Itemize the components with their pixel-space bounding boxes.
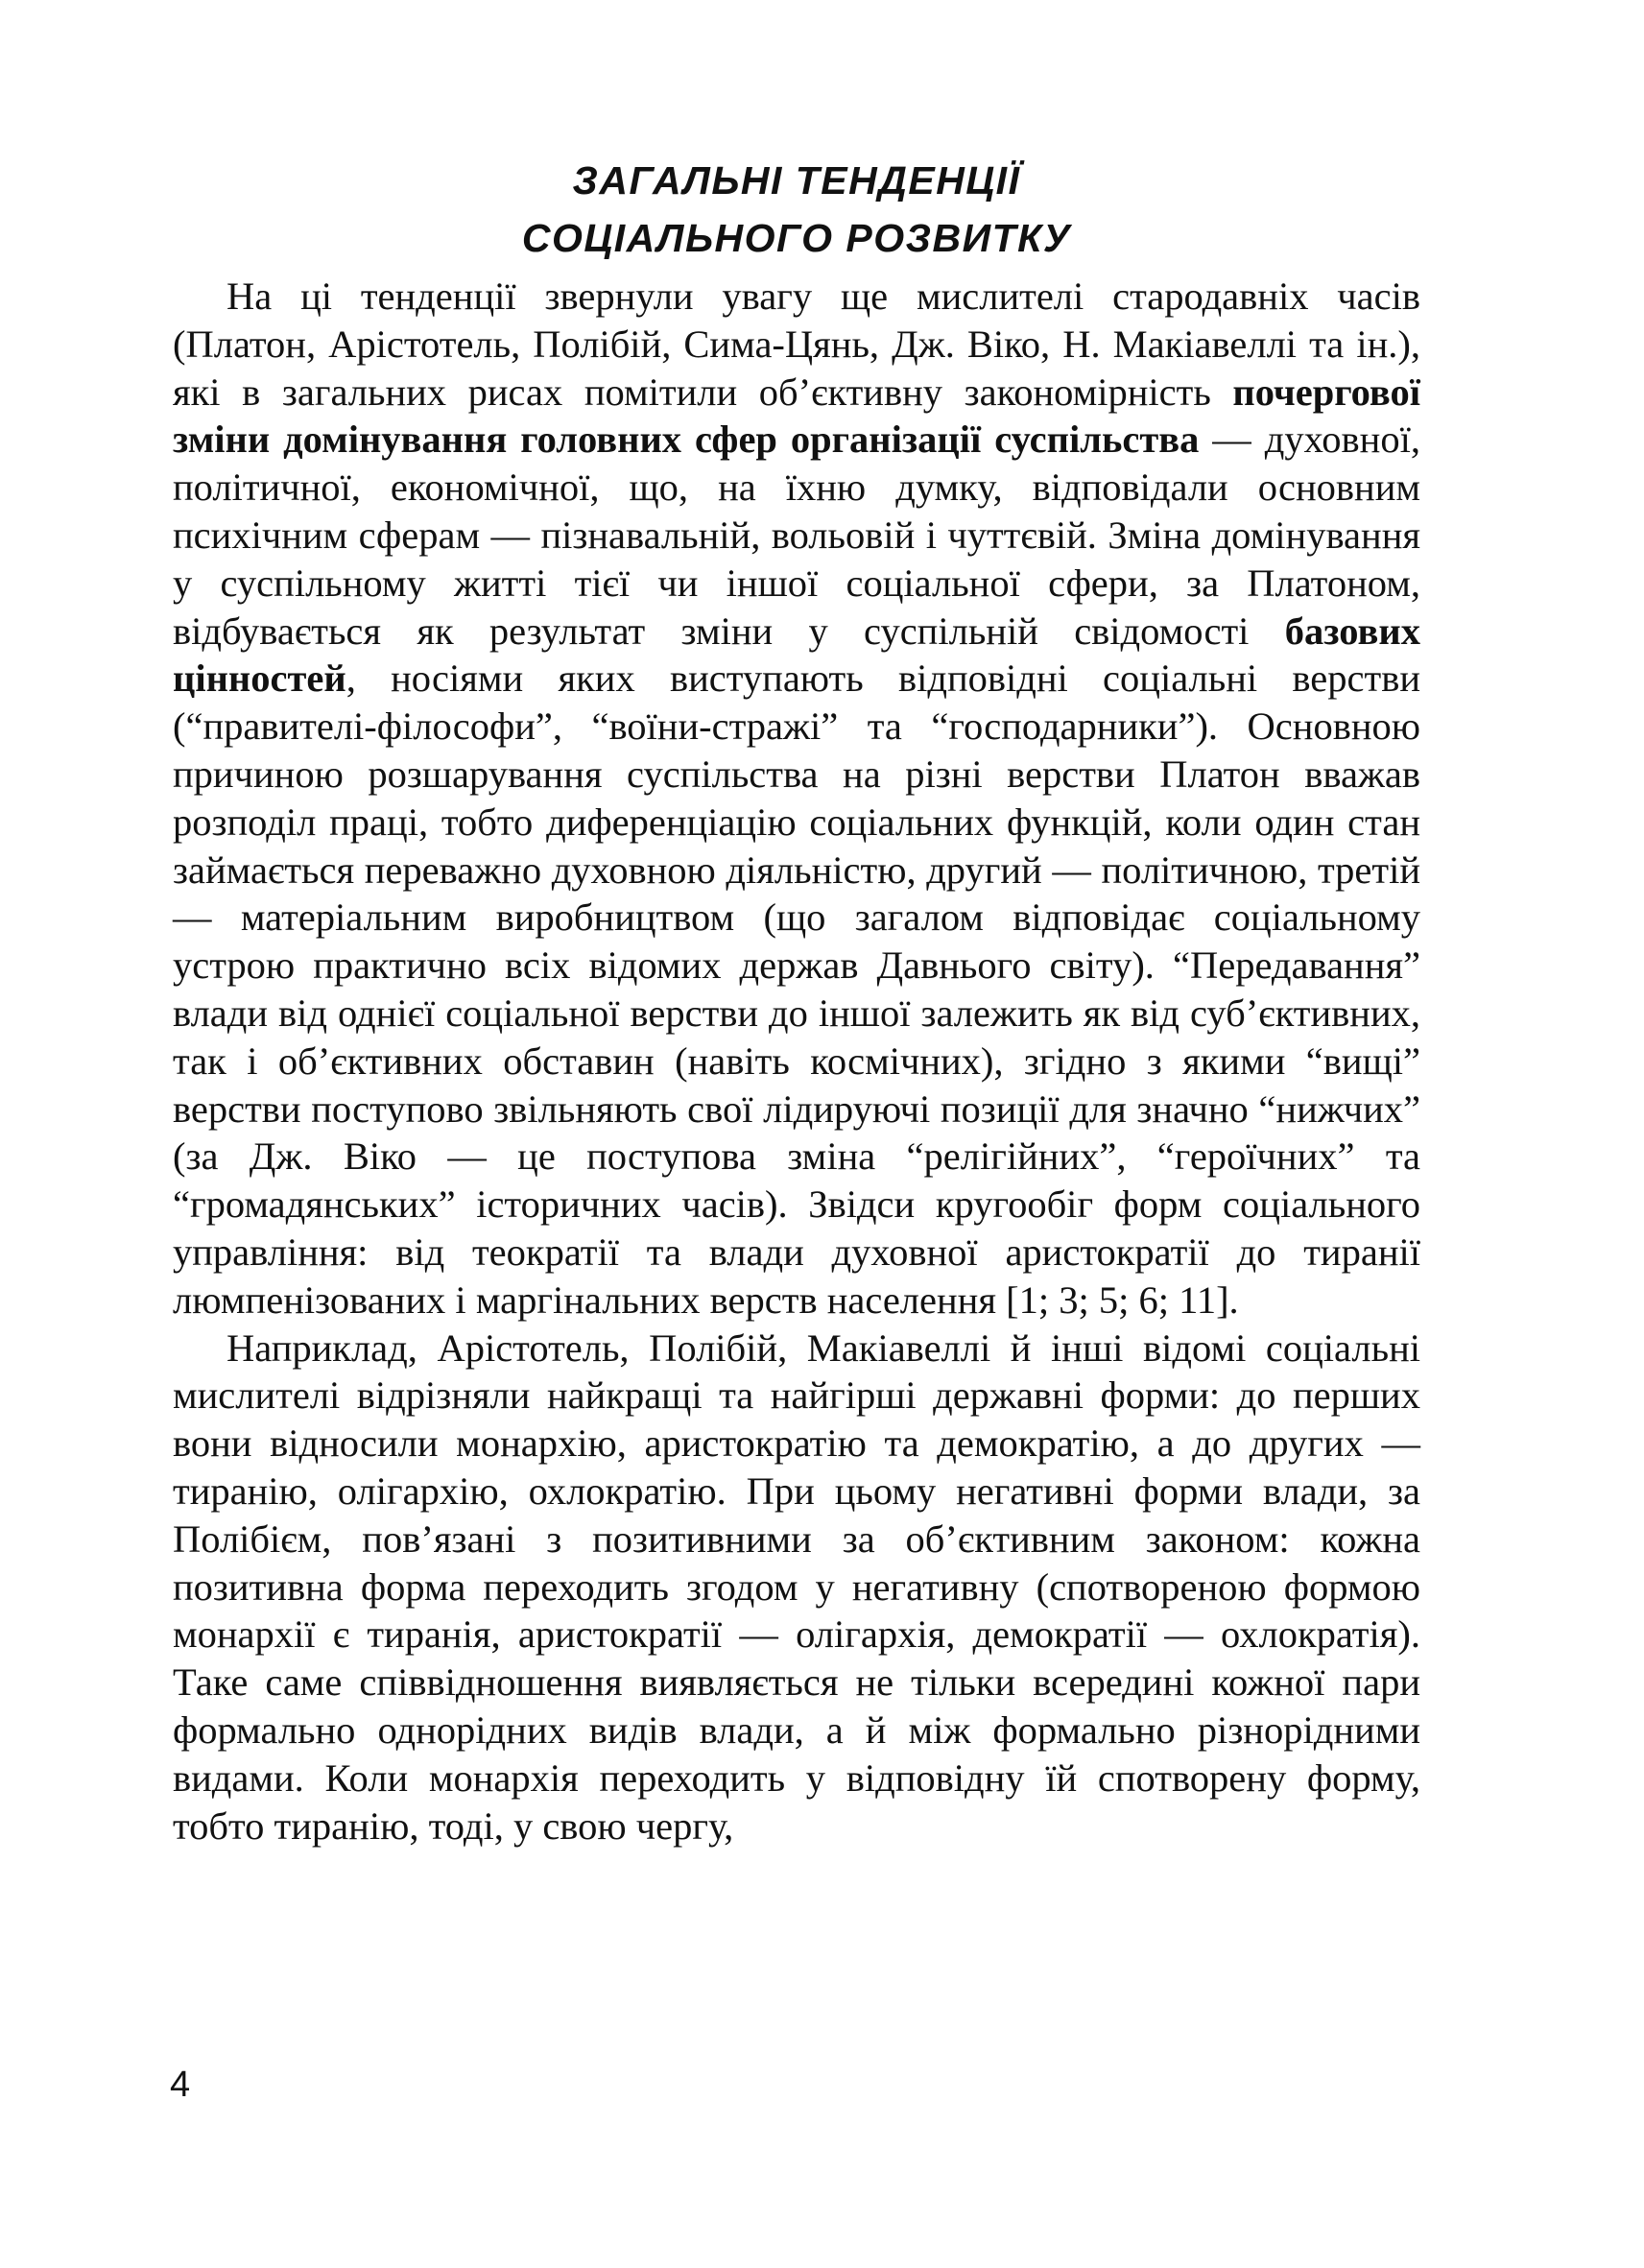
paragraph-1-intro: На ці тенденції звернули увагу ще мислителі стародавніх часів (Платон, Арістотель, Полібій, Сима-Цянь, Дж. Віко, Н. Макіавеллі та ін.), які в загальних рисах помітили об’єктивну закономірність [173,275,1420,414]
paragraph-1 [173,273,1420,1325]
page-number: 4 [170,2065,191,2105]
paragraph-1-middle: — духовної, політичної, економічної, що, на їхню думку, відповідали основним психічним сферам — пізнавальній, вольовій і чуттєвій. Зміна домінування у суспільному житті тієї чи іншої соціальної сфери, за Платоном, відбувається як результат зміни у суспільній свідомості [173,418,1420,653]
chapter-title [173,152,1420,267]
chapter-title-line-1: ЗАГАЛЬНІ ТЕНДЕНЦІЇ [572,158,1021,203]
paragraph-1-end: , носіями яких виступають відповідні соціальні верстви (“правителі-філософи”, “воїни-стражі” та “господарники”). Основною причиною розшарування суспільства на різні верстви Платон вважав розподіл праці, тобто диференціацію соціальних функцій, коли один стан займається переважно духовною діяльністю, другий — політичною, третій — матеріальним виробництвом (що загалом відповідає соціальному устрою практично всіх відомих держав Давнього світу). “Передавання” влади від однієї соціальної верстви до іншої залежить як від суб’єктивних, так і об’єктивних обставин (навіть космічних), згідно з якими “вищі” верстви поступово звільняють свої лідируючі позиції для значно “нижчих” (за Дж. Віко — це поступова зміна “релігійних”, “героїчних” та “громадянських” історичних часів). Звідси кругообіг форм соціального управління: від теократії та влади духовної аристократії до тиранії люмпенізованих і маргінальних верств населення [1; 3; 5; 6; 11]. [173,657,1420,1322]
body-text [173,273,1420,1850]
paragraph-1-bold-term-2: базових цінностей [173,609,1420,701]
chapter-title-line-2: СОЦІАЛЬНОГО РОЗВИТКУ [521,216,1072,260]
paragraph-2: Наприклад, Арістотель, Полібій, Макіавеллі й інші відомі соціальні мислителі відрізняли найкращі та найгірші державні форми: до перших вони відносили монархію, аристократію та демократію, а до других — тиранію, олігархію, охлократію. При цьому негативні форми влади, за Полібієм, пов’язані з позитивними за об’єктивним законом: кожна позитивна форма переходить згодом у негативну (спотвореною формою монархії є тиранія, аристократії — олігархія, демократії — охлократія). Таке саме співвідношення виявляється не тільки всередині кожної пари формально однорідних видів влади, а й між формально різнорідними видами. Коли монархія переходить у відповідну їй спотворену форму, тобто тиранію, тоді, у свою чергу, [173,1325,1420,1848]
paragraph-1-bold-term-1: почергової зміни домінування головних сфер організації суспільства [173,370,1420,462]
